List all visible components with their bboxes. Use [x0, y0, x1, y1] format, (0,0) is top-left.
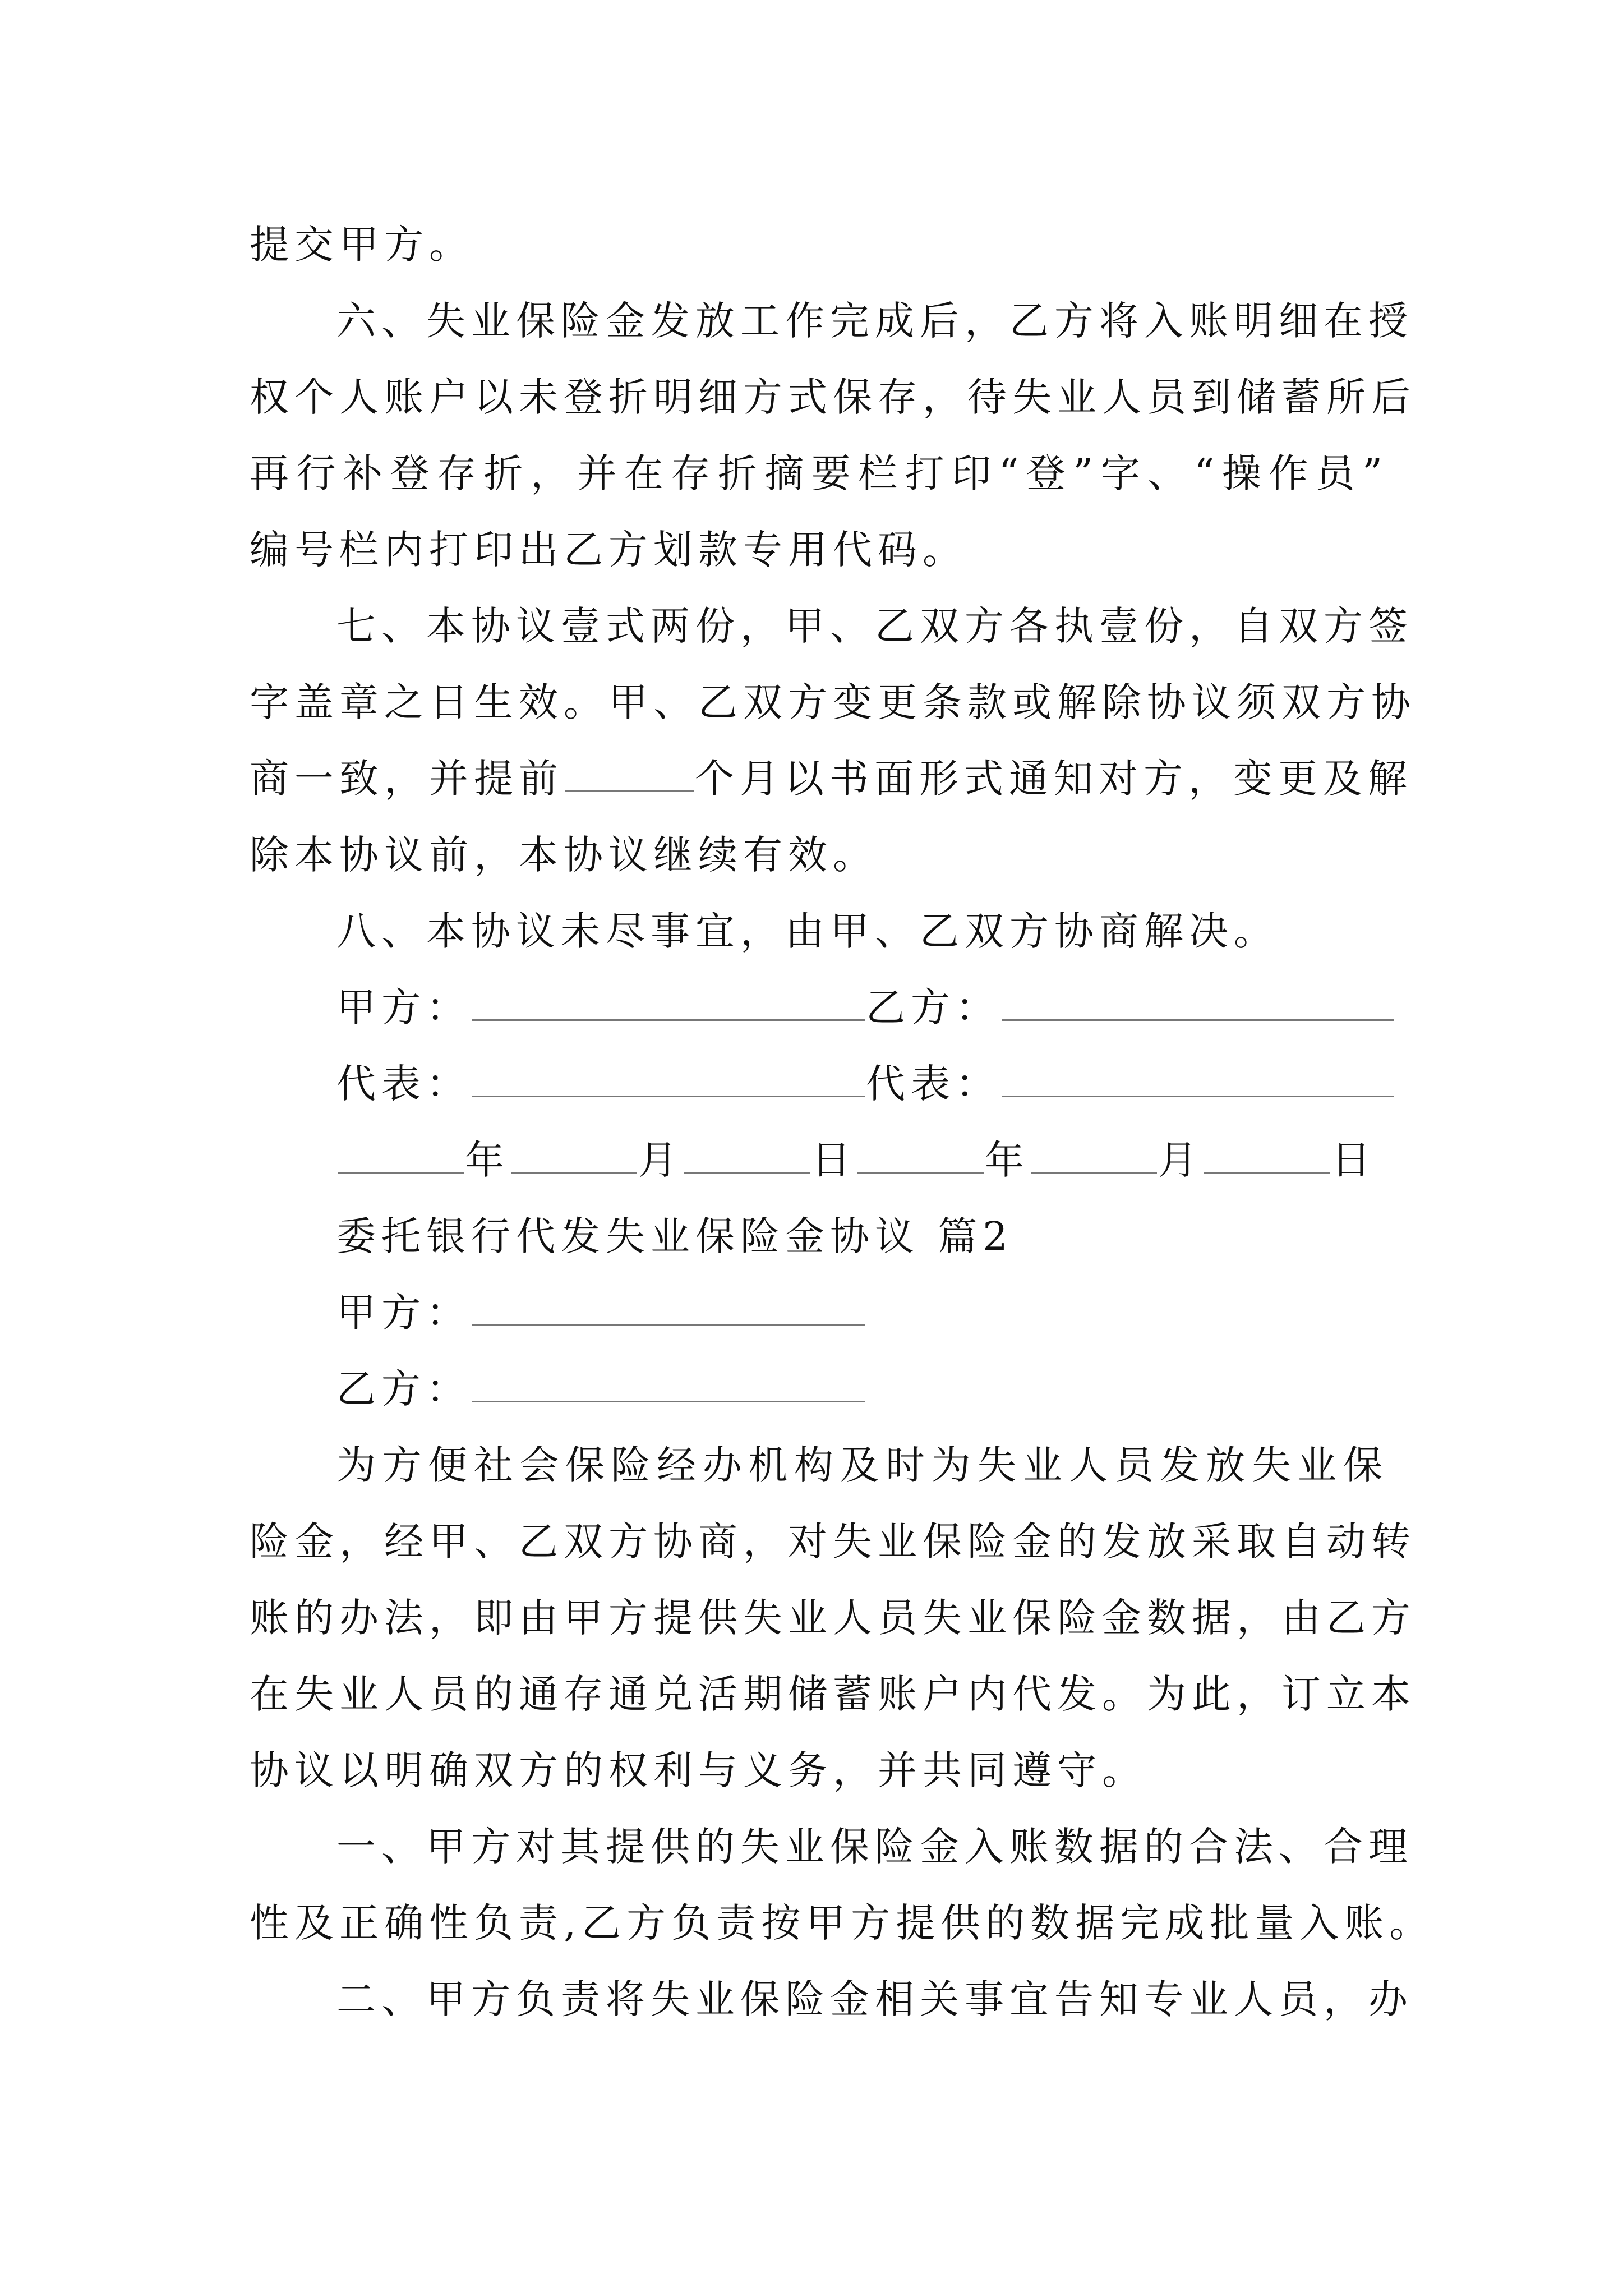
day-a-label: 日	[811, 1137, 856, 1183]
paragraph-text: 商一致，并提前	[250, 756, 564, 802]
paragraph-line: 编号栏内打印出乙方划款专用代码。	[250, 527, 967, 573]
paragraph-line: 提交甲方。	[250, 222, 474, 268]
paragraph-line: 协议以明确双方的权利与义务，并共同遵守。	[250, 1747, 1147, 1793]
year-a-label: 年	[465, 1137, 510, 1183]
paragraph-text: 个月以书面形式通知对方，变更及解	[695, 756, 1413, 802]
day-a-blank	[684, 1138, 810, 1174]
signature-row-parties	[336, 981, 1395, 1034]
day-b-blank	[1204, 1138, 1330, 1174]
signature-row-representatives	[336, 1057, 1395, 1111]
paragraph-line: 权个人账户以未登折明细方式保存，待失业人员到储蓄所后	[250, 374, 1416, 420]
party-a-label: 甲方：	[336, 1290, 471, 1336]
fill-in-blank	[565, 757, 694, 792]
paragraph-line: 性及正确性负责,乙方负责按甲方提供的数据完成批量入账。	[250, 1900, 1435, 1946]
year-b-label: 年	[985, 1137, 1030, 1183]
year-b-blank	[857, 1138, 984, 1174]
paragraph-line: 在失业人员的通存通兑活期储蓄账户内代发。为此，订立本	[250, 1671, 1416, 1717]
party-b-blank	[472, 1367, 865, 1402]
year-a-blank	[338, 1138, 464, 1174]
paragraph-line: 字盖章之日生效。甲、乙双方变更条款或解除协议须双方协	[250, 679, 1416, 725]
section-title: 委托银行代发失业保险金协议 篇2	[336, 1213, 1013, 1259]
month-b-blank	[1031, 1138, 1157, 1174]
party-a-blank	[472, 986, 865, 1021]
paragraph-line: 再行补登存折，并在存折摘要栏打印“登”字、“操作员”	[250, 450, 1388, 496]
signature-row-dates	[336, 1133, 1376, 1187]
paragraph-line: 六、失业保险金发放工作完成后，乙方将入账明细在授	[336, 298, 1413, 344]
paragraph-line: 险金，经甲、乙双方协商，对失业保险金的发放采取自动转	[250, 1519, 1416, 1565]
day-b-label: 日	[1331, 1137, 1376, 1183]
party-a-blank	[472, 1291, 865, 1326]
rep-b-blank	[1002, 1062, 1394, 1097]
section2-party-a-row	[336, 1286, 866, 1340]
paragraph-line: 八、本协议未尽事宜，由甲、乙双方协商解决。	[336, 908, 1279, 954]
paragraph-line: 二、甲方负责将失业保险金相关事宜告知专业人员，办	[336, 1976, 1413, 2022]
paragraph-line: 一、甲方对其提供的失业保险金入账数据的合法、合理	[336, 1824, 1413, 1870]
rep-b-label: 代表：	[866, 1061, 1000, 1107]
paragraph-line: 为方便社会保险经办机构及时为失业人员发放失业保	[336, 1442, 1388, 1488]
month-a-blank	[511, 1138, 637, 1174]
party-b-label: 乙方：	[336, 1366, 471, 1412]
party-a-label: 甲方：	[336, 984, 471, 1030]
month-a-label: 月	[638, 1137, 683, 1183]
paragraph-line: 除本协议前，本协议继续有效。	[250, 832, 878, 878]
party-b-blank	[1002, 986, 1394, 1021]
paragraph-line: 账的办法，即由甲方提供失业人员失业保险金数据，由乙方	[250, 1595, 1416, 1641]
section2-party-b-row	[336, 1362, 866, 1416]
paragraph-line-with-blank	[250, 752, 1413, 806]
rep-a-label: 代表：	[336, 1061, 471, 1107]
rep-a-blank	[472, 1062, 865, 1097]
party-b-label: 乙方：	[866, 984, 1000, 1030]
paragraph-line: 七、本协议壹式两份，甲、乙双方各执壹份，自双方签	[336, 603, 1413, 649]
month-b-label: 月	[1158, 1137, 1203, 1183]
